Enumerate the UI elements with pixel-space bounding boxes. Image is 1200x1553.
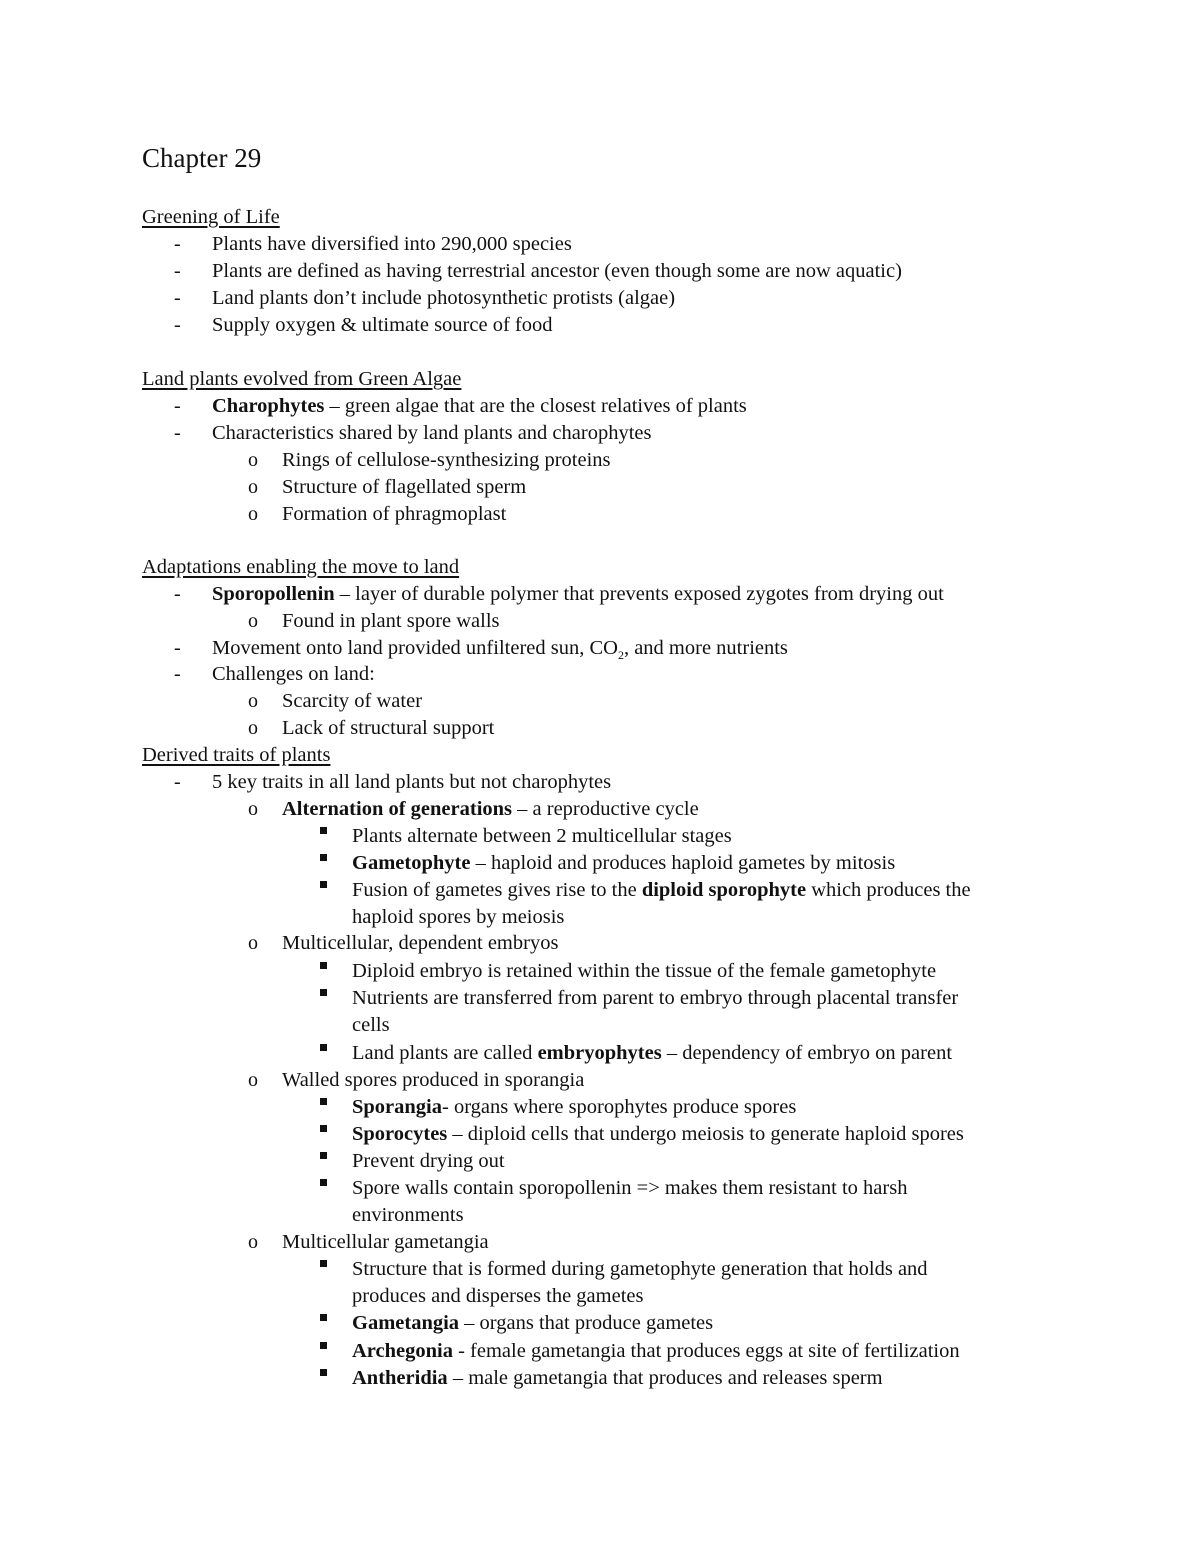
list-item: Challenges on land:: [212, 663, 375, 685]
bullet-circle: o: [248, 449, 258, 471]
bullet-square-icon: [320, 989, 327, 996]
bullet-dash: -: [174, 583, 181, 605]
bullet-square-icon: [320, 827, 327, 834]
term-antheridia: Antheridia: [352, 1367, 448, 1389]
definition-text: – a reproductive cycle: [512, 798, 699, 820]
term-charophytes: Charophytes: [212, 395, 325, 417]
bullet-circle: o: [248, 1231, 258, 1253]
bullet-circle: o: [248, 798, 258, 820]
sub-sub-list-item-continuation: haploid spores by meiosis: [352, 906, 565, 928]
sub-sub-list-item-continuation: environments: [352, 1204, 464, 1226]
sub-sub-list-item: [352, 1338, 960, 1365]
bullet-circle: o: [248, 610, 258, 632]
sub-list-item: Formation of phragmoplast: [282, 503, 507, 525]
sub-sub-list-item-continuation: cells: [352, 1014, 390, 1036]
list-item: Plants have diversified into 290,000 species: [212, 233, 572, 255]
sub-list-item: Scarcity of water: [282, 690, 423, 712]
sub-sub-list-item-continuation: produces and disperses the gametes: [352, 1285, 644, 1307]
term-gametangia: Gametangia: [352, 1312, 460, 1334]
bullet-circle: o: [248, 932, 258, 954]
sub-list-item: [282, 796, 699, 823]
bullet-square-icon: [320, 881, 327, 888]
sub-list-item: Structure of flagellated sperm: [282, 476, 527, 498]
bullet-square-icon: [320, 1342, 327, 1349]
sub-list-item: Rings of cellulose-synthesizing proteins: [282, 449, 611, 471]
list-item: [212, 581, 944, 608]
term-alternation-of-generations: Alternation of generations: [282, 798, 513, 820]
bullet-dash: -: [174, 287, 181, 309]
sub-list-item: Walled spores produced in sporangia: [282, 1069, 585, 1091]
sub-sub-list-item: Plants alternate between 2 multicellular stages: [352, 825, 732, 847]
bullet-square-icon: [320, 1179, 327, 1186]
sub-sub-list-item: Structure that is formed during gametophyte generation that holds and: [352, 1258, 928, 1280]
bullet-dash: -: [174, 260, 181, 282]
bullet-dash: -: [174, 663, 181, 685]
definition-text: – male gametangia that produces and releases sperm: [447, 1367, 883, 1389]
sub-sub-list-item: [352, 1365, 883, 1392]
sub-sub-list-item: [352, 877, 971, 904]
bullet-square-icon: [320, 1260, 327, 1267]
list-item: [212, 393, 747, 420]
section-heading-greening: Greening of Life: [142, 206, 280, 228]
term-embryophytes: embryophytes: [537, 1042, 662, 1064]
list-item: Characteristics shared by land plants and charophytes: [212, 422, 652, 444]
definition-text: - female gametangia that produces eggs at site of fertilization: [452, 1340, 960, 1362]
definition-text: – diploid cells that undergo meiosis to generate haploid spores: [447, 1123, 964, 1145]
bullet-circle: o: [248, 1069, 258, 1091]
page-title: Chapter 29: [142, 143, 262, 173]
bullet-dash: -: [174, 233, 181, 255]
definition-text: - organs where sporophytes produce spores: [442, 1096, 797, 1118]
bullet-square-icon: [320, 1098, 327, 1105]
sub-sub-list-item: Nutrients are transferred from parent to embryo through placental transfer: [352, 987, 959, 1009]
sub-sub-list-item: Diploid embryo is retained within the tissue of the female gametophyte: [352, 960, 937, 982]
sub-list-item: Found in plant spore walls: [282, 610, 500, 632]
text-run: – dependency of embryo on parent: [661, 1042, 953, 1064]
term-sporangia: Sporangia: [352, 1096, 442, 1118]
bullet-dash: -: [174, 422, 181, 444]
sub-sub-list-item: [352, 850, 895, 877]
bullet-dash: -: [174, 637, 181, 659]
text-run: Land plants are called: [352, 1042, 538, 1064]
definition-text: – organs that produce gametes: [459, 1312, 714, 1334]
bullet-circle: o: [248, 690, 258, 712]
text-run: Movement onto land provided unfiltered sun, CO: [212, 637, 618, 659]
definition-text: – layer of durable polymer that prevents exposed zygotes from drying out: [334, 583, 944, 605]
term-archegonia: Archegonia: [352, 1340, 453, 1362]
bullet-circle: o: [248, 476, 258, 498]
term-sporocytes: Sporocytes: [352, 1123, 448, 1145]
sub-sub-list-item: Spore walls contain sporopollenin => makes them resistant to harsh: [352, 1177, 908, 1199]
sub-sub-list-item: [352, 1040, 952, 1067]
list-item: Supply oxygen & ultimate source of food: [212, 314, 553, 336]
bullet-square-icon: [320, 854, 327, 861]
section-heading-green-algae: Land plants evolved from Green Algae: [142, 368, 462, 390]
list-item: Plants are defined as having terrestrial ancestor (even though some are now aquatic): [212, 260, 902, 282]
definition-text: – green algae that are the closest relatives of plants: [324, 395, 747, 417]
bullet-square-icon: [320, 1314, 327, 1321]
text-run: , and more nutrients: [623, 637, 788, 659]
list-item: Land plants don’t include photosynthetic protists (algae): [212, 287, 676, 309]
sub-list-item: Multicellular gametangia: [282, 1231, 489, 1253]
sub-list-item: Lack of structural support: [282, 717, 495, 739]
term-sporopollenin: Sporopollenin: [212, 583, 335, 605]
bullet-circle: o: [248, 717, 258, 739]
term-diploid-sporophyte: diploid sporophyte: [641, 879, 807, 901]
subscript: 2: [617, 648, 624, 663]
sub-list-item: Multicellular, dependent embryos: [282, 932, 559, 954]
definition-text: – haploid and produces haploid gametes by mitosis: [470, 852, 896, 874]
sub-sub-list-item: [352, 1310, 713, 1337]
list-item: 5 key traits in all land plants but not charophytes: [212, 771, 612, 793]
section-heading-adaptations: Adaptations enabling the move to land: [142, 556, 460, 578]
bullet-circle: o: [248, 503, 258, 525]
bullet-square-icon: [320, 1044, 327, 1051]
bullet-square-icon: [320, 1125, 327, 1132]
bullet-dash: -: [174, 395, 181, 417]
text-run: which produces the: [806, 879, 971, 901]
term-gametophyte: Gametophyte: [352, 852, 471, 874]
bullet-dash: -: [174, 314, 181, 336]
bullet-square-icon: [320, 1369, 327, 1376]
sub-sub-list-item: Prevent drying out: [352, 1150, 505, 1172]
sub-sub-list-item: [352, 1121, 964, 1148]
sub-sub-list-item: [352, 1094, 796, 1121]
section-heading-derived-traits: Derived traits of plants: [142, 744, 331, 766]
bullet-square-icon: [320, 962, 327, 969]
text-run: Fusion of gametes gives rise to the: [352, 879, 642, 901]
bullet-dash: -: [174, 771, 181, 793]
bullet-square-icon: [320, 1152, 327, 1159]
